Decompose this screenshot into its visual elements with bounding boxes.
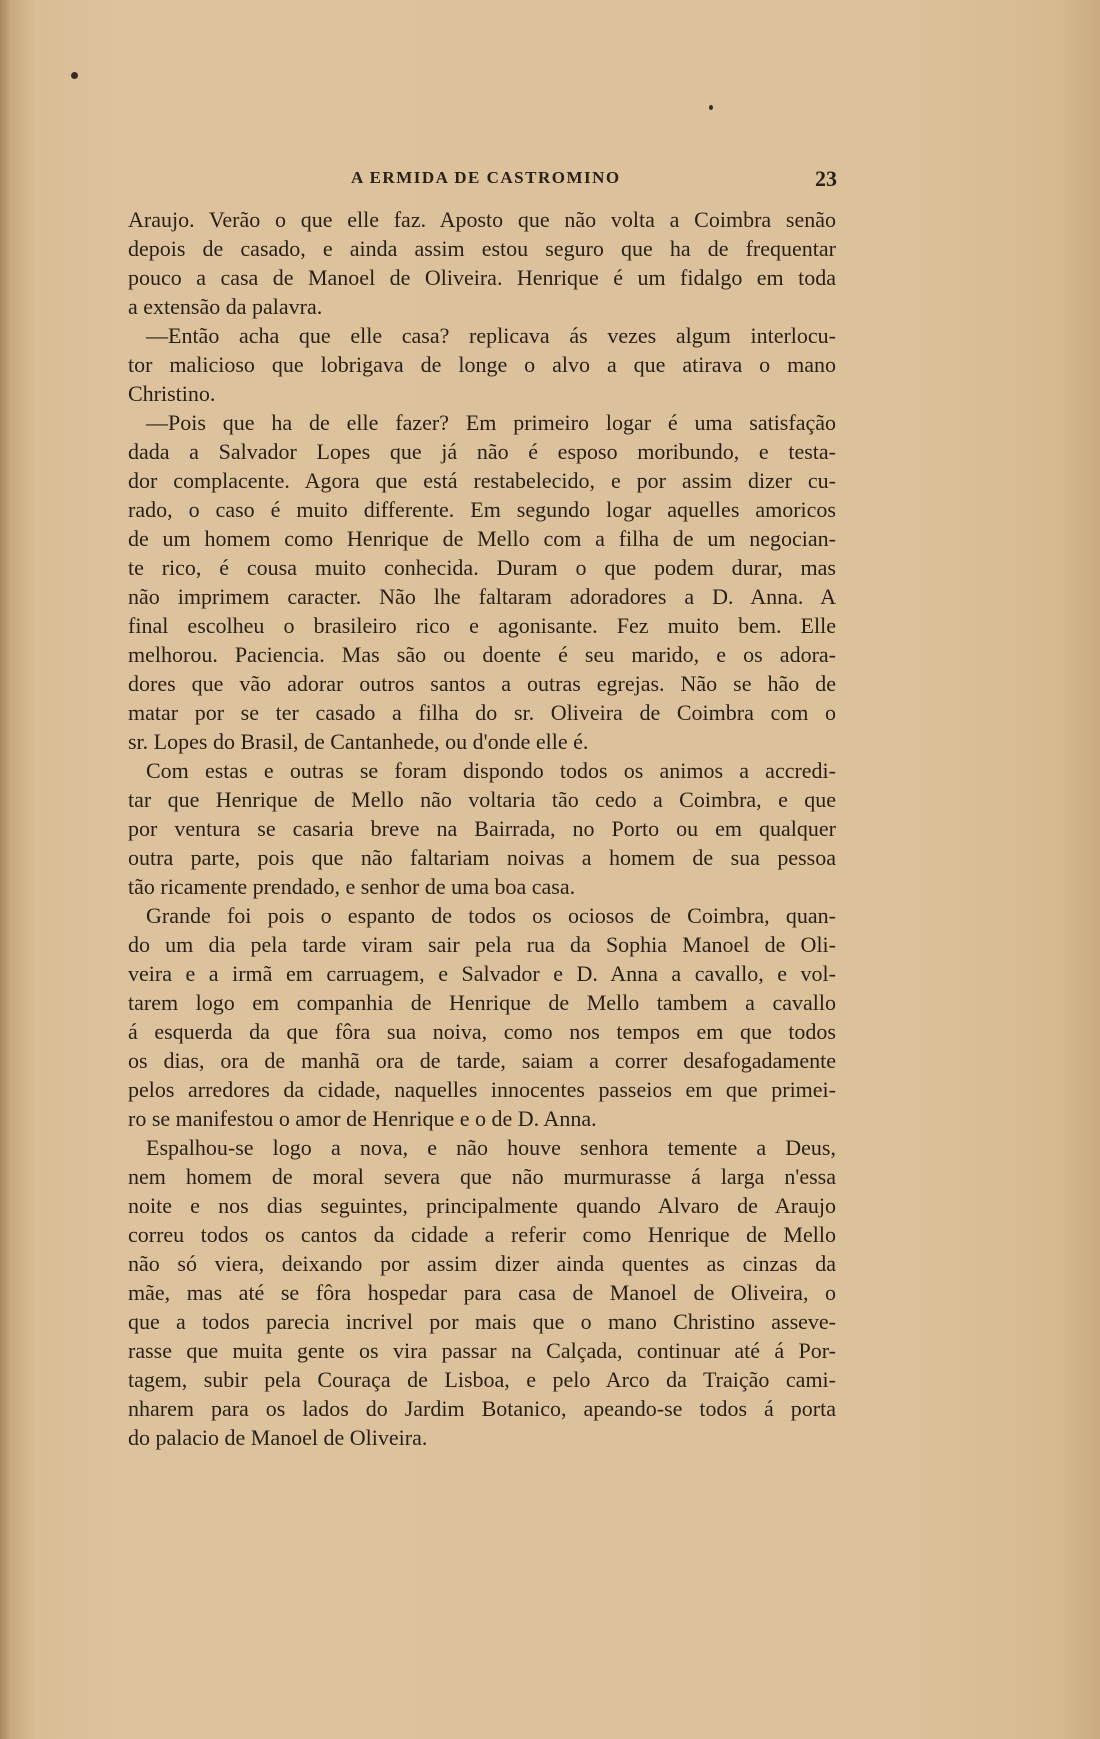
text-line: os dias, ora de manhã ora de tarde, saiam a correr desafogadamente	[128, 1048, 836, 1073]
text-line: tar que Henrique de Mello não voltaria tão cedo a Coimbra, e que	[128, 787, 836, 812]
text-line: não imprimem caracter. Não lhe faltaram adoradores a D. Anna. A	[128, 584, 836, 609]
text-line: do um dia pela tarde viram sair pela rua da Sophia Manoel de Oli-	[128, 932, 836, 957]
text-line: dores que vão adorar outros santos a outras egrejas. Não se hão de	[128, 671, 836, 696]
text-line: pelos arredores da cidade, naquelles innocentes passeios em que primei-	[128, 1077, 836, 1102]
text-line: noite e nos dias seguintes, principalmente quando Alvaro de Araujo	[128, 1193, 836, 1218]
text-line: melhorou. Paciencia. Mas são ou doente é seu marido, e os adora-	[128, 642, 836, 667]
text-line: rado, o caso é muito differente. Em segundo logar aquelles amoricos	[128, 497, 836, 522]
text-line: que a todos parecia incrivel por mais que o mano Christino asseve-	[128, 1309, 836, 1334]
text-line: Grande foi pois o espanto de todos os ociosos de Coimbra, quan-	[146, 903, 836, 928]
text-line: Espalhou-se logo a nova, e não houve senhora temente a Deus,	[146, 1135, 836, 1160]
text-line: —Pois que ha de elle fazer? Em primeiro logar é uma satisfação	[146, 410, 836, 435]
text-line: final escolheu o brasileiro rico e agonisante. Fez muito bem. Elle	[128, 613, 836, 638]
text-line: mãe, mas até se fôra hospedar para casa de Manoel de Oliveira, o	[128, 1280, 836, 1305]
text-line: depois de casado, e ainda assim estou seguro que ha de frequentar	[128, 236, 836, 261]
text-line: tarem logo em companhia de Henrique de Mello tambem a cavallo	[128, 990, 836, 1015]
text-line: outra parte, pois que não faltariam noivas a homem de sua pessoa	[128, 845, 836, 870]
text-line: matar por se ter casado a filha do sr. Oliveira de Coimbra com o	[128, 700, 836, 725]
text-line: Com estas e outras se foram dispondo todos os animos a accredi-	[146, 758, 836, 783]
text-line: não só viera, deixando por assim dizer ainda quentes as cinzas da	[128, 1251, 836, 1276]
text-line: do palacio de Manoel de Oliveira.	[128, 1425, 428, 1450]
text-line: por ventura se casaria breve na Bairrada, no Porto ou em qualquer	[128, 816, 836, 841]
text-line: te rico, é cousa muito conhecida. Duram o que podem durar, mas	[128, 555, 836, 580]
text-line: de um homem como Henrique de Mello com a filha de um negocian-	[128, 526, 836, 551]
text-line: ro se manifestou o amor de Henrique e o de D. Anna.	[128, 1106, 597, 1131]
ink-spot	[71, 72, 78, 79]
text-line: tão ricamente prendado, e senhor de uma boa casa.	[128, 874, 576, 899]
text-line: tor malicioso que lobrigava de longe o alvo a que atirava o mano	[128, 352, 836, 377]
text-line: rasse que muita gente os vira passar na Calçada, continuar até á Por-	[128, 1338, 836, 1363]
running-title: A ERMIDA DE CASTROMINO	[351, 168, 621, 187]
ink-spot	[709, 105, 713, 110]
text-line: nharem para os lados do Jardim Botanico, apeando-se todos á porta	[128, 1396, 836, 1421]
body-text	[128, 205, 836, 1452]
text-line: dada a Salvador Lopes que já não é esposo moribundo, e testa-	[128, 439, 836, 464]
text-line: pouco a casa de Manoel de Oliveira. Henrique é um fidalgo em toda	[128, 265, 836, 290]
page-header	[129, 166, 837, 196]
text-line: a extensão da palavra.	[128, 294, 323, 319]
text-line: —Então acha que elle casa? replicava ás vezes algum interlocu-	[146, 323, 836, 348]
text-line: correu todos os cantos da cidade a referir como Henrique de Mello	[128, 1222, 836, 1247]
page-number: 23	[815, 166, 837, 191]
text-line: tagem, subir pela Couraça de Lisboa, e pelo Arco da Traição cami-	[128, 1367, 836, 1392]
text-line: á esquerda da que fôra sua noiva, como nos tempos em que todos	[128, 1019, 836, 1044]
text-line: Araujo. Verão o que elle faz. Aposto que não volta a Coimbra senão	[128, 207, 836, 232]
text-line: veira e a irmã em carruagem, e Salvador e D. Anna a cavallo, e vol-	[128, 961, 836, 986]
text-line: Christino.	[128, 381, 216, 406]
text-line: dor complacente. Agora que está restabelecido, e por assim dizer cu-	[128, 468, 836, 493]
text-line: nem homem de moral severa que não murmurasse á larga n'essa	[128, 1164, 836, 1189]
text-line: sr. Lopes do Brasil, de Cantanhede, ou d'onde elle é.	[128, 729, 589, 754]
